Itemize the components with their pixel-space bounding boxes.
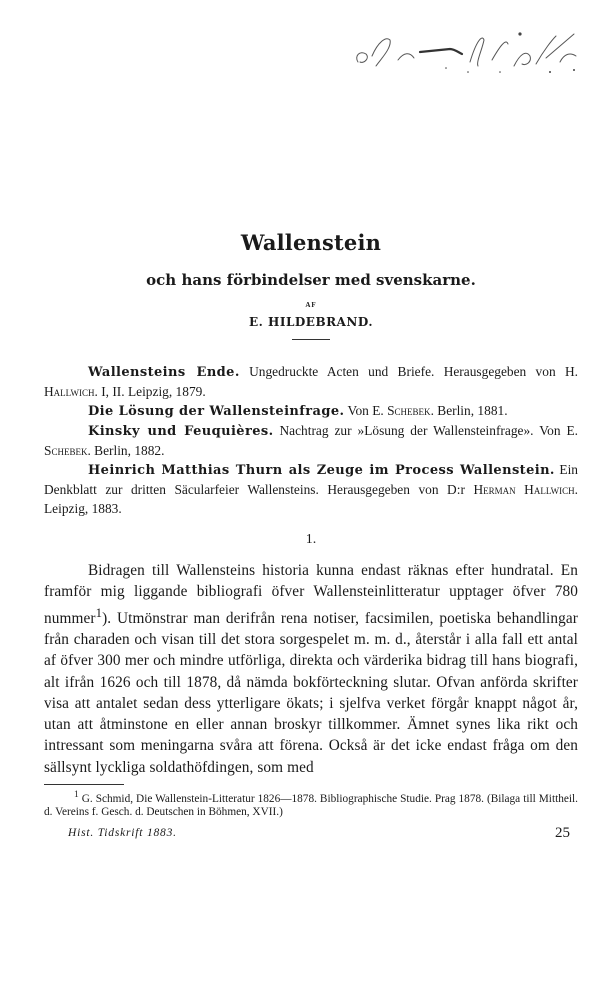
reference-details: Von E.	[344, 403, 388, 418]
article-title: Wallenstein	[240, 230, 382, 255]
running-title: Hist. Tidskrift 1883.	[68, 826, 177, 839]
reference-item	[44, 401, 578, 421]
body-paragraph	[44, 560, 578, 778]
handwritten-signature	[350, 22, 590, 82]
footnote-marker: 1	[74, 790, 79, 801]
reference-item	[44, 421, 578, 460]
footnote-divider	[44, 784, 124, 785]
title-divider	[292, 339, 330, 340]
reference-imprint: . Leipzig, 1883.	[44, 482, 579, 516]
reference-details: Ungedruckte Acten und Briefe. Herausgegeben von H.	[239, 364, 578, 379]
footnote-text: G. Schmid, Die Wallenstein-Litteratur 1826—1878. Bibliographische Studie. Prag 1878. (Bilaga till Mittheil. d. Vereins f. Gesch. d. Deutschen in Böhmen, XVII.)	[44, 792, 578, 818]
reference-imprint: . Berlin, 1882.	[87, 443, 165, 458]
article-page	[44, 230, 578, 843]
article-subtitle: och hans förbindelser med svenskarne.	[146, 271, 476, 289]
page-footer	[44, 825, 578, 843]
reference-details: Ein Denkblatt zur dritten Säcularfeier Wallensteins. Herausgegeben von D:r	[44, 462, 578, 497]
reference-title: Die Lösung der Wallensteinfrage.	[88, 404, 345, 419]
section-number: 1.	[305, 532, 317, 547]
reference-title: Wallensteins Ende.	[88, 365, 240, 380]
reference-title: Heinrich Matthias Thurn als Zeuge im Process Wallenstein.	[88, 463, 555, 478]
reference-details: Nachtrag zur »Lösung der Wallensteinfrage». Von E.	[273, 423, 578, 438]
reference-editor: Herman Hallwich	[473, 482, 575, 497]
byline-label: AF	[305, 301, 317, 309]
reference-imprint: . I, II. Leipzig, 1879.	[94, 384, 206, 399]
body-text-part1: Bidragen till Wallensteins historia kunna endast räknas efter hundratal. En framför mig liggande bibliografi öfver Wallensteinlitteratur upptager öfver 780 nummer	[44, 562, 578, 627]
reference-editor: Schebek	[387, 403, 431, 418]
reference-item	[44, 460, 578, 518]
footnote-reference[interactable]: 1	[95, 605, 103, 620]
page-number: 25	[555, 824, 570, 841]
reference-list	[44, 362, 578, 518]
reference-imprint: . Berlin, 1881.	[430, 403, 508, 418]
reference-title: Kinsky und Feuquières.	[88, 424, 274, 439]
author-name: E. HILDEBRAND.	[249, 315, 373, 329]
reference-item	[44, 362, 578, 401]
body-text-part2: ). Utmönstrar man derifrån rena notiser, facsimilen, poetiska behandlingar från charaden och visan till det stora sorgespelet m. m. d., återstår i alla fall ett antal af öfver 300 mer och mindre utförliga, direkta och värderika bidrag till hans biografi, alt ifrån 1626 och till 1878, då nämda bokförteckning slutar. Ofvan anförda skrifter visa att antalet sedan dess ytterligare ökats; i sjelfva verket förgår knappt något år, utan att åtminstone en eller annan broskyr tillkommer. Ämnet synes lika rikt och intressant som meningarna svåra att förena. Också är det icke endast fråga om den sällsynt lyckliga soldathöfdingen, som med	[44, 609, 578, 776]
footnote	[44, 789, 578, 819]
reference-editor: Schebek	[44, 443, 88, 458]
reference-editor: Hallwich	[44, 384, 95, 399]
